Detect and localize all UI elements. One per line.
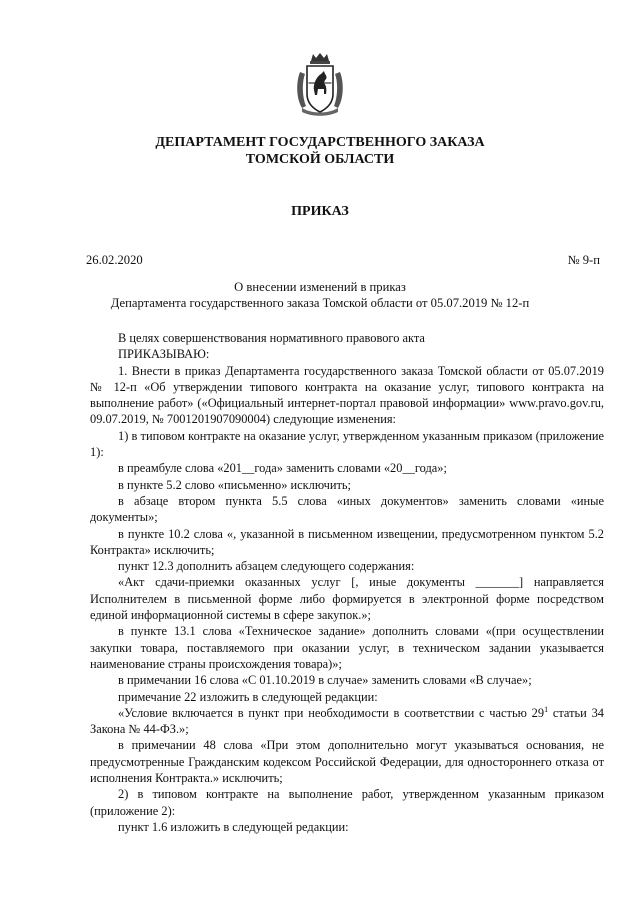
paragraph: в абзаце втором пункта 5.5 слова «иных документов» заменить словами «иные документы»;	[90, 493, 604, 525]
paragraph: в преамбуле слова «201__года» заменить словами «20__года»;	[118, 461, 447, 476]
quoted-note	[90, 705, 604, 738]
quote-superscript: 1	[544, 704, 549, 714]
coat-of-arms-icon	[294, 52, 346, 118]
document-date: 26.02.2020	[86, 253, 143, 267]
paragraph: в пункте 5.2 слово «письменно» исключить;	[118, 477, 351, 492]
subject-line-2: Департамента государственного заказа Томской области от 05.07.2019 № 12-п	[110, 296, 530, 310]
paragraph: 1) в типовом контракте на оказание услуг, утвержденном указанным приказом (приложение 1):	[90, 428, 604, 460]
paragraph: пункт 1.6 изложить в следующей редакции:	[118, 819, 349, 834]
department-line-1: ДЕПАРТАМЕНТ ГОСУДАРСТВЕННОГО ЗАКАЗА	[155, 135, 485, 150]
quote-part-1: «Условие включается в пункт при необходимости в соответствии с частью 29	[118, 705, 545, 720]
paragraph: в примечании 48 слова «При этом дополнительно могут указываться основания, не предусмотренные Гражданским кодексом Российской Федерации, для одностороннего отказа от исполнения Контракта.» исключить;	[90, 738, 604, 786]
paragraph: в пункте 13.1 слова «Техническое задание» дополнить словами «(при осуществлении закупки товара, поставляемого при оказании услуг, в техническом задании указывается наименование страны происхождения товара)»;	[90, 624, 604, 671]
document-subject	[60, 279, 580, 311]
paragraph: 2) в типовом контракте на выполнение работ, утвержденном указанным приказом (приложение 2):	[90, 787, 604, 818]
document-number: № 9-п	[567, 253, 600, 267]
paragraph: пункт 12.3 дополнить абзацем следующего содержания:	[118, 559, 415, 574]
paragraph: в примечании 16 слова «С 01.10.2019 в случае» заменить словами «В случае»;	[118, 673, 532, 688]
paragraph: 1. Внести в приказ Департамента государственного заказа Томской области от 05.07.2019 № 12-п «Об утверждении типового контракта на оказание услуг, типового контракта на выполнение работ» («Официальный интернет-портал правовой информации» www.pravo.gov.ru, 09.07.2019, № 7001201907090004) следующие изменения:	[90, 363, 604, 427]
department-line-2: ТОМСКОЙ ОБЛАСТИ	[245, 152, 395, 167]
document-body	[90, 330, 604, 835]
preamble: В целях совершенствования нормативного правового акта	[118, 331, 425, 345]
document-type: ПРИКАЗ	[291, 204, 349, 219]
paragraph: в пункте 10.2 слова «, указанной в письменном извещении, предусмотренном пунктом 5.2 Контракта» исключить;	[90, 526, 604, 557]
department-title	[60, 134, 580, 168]
subject-line-1: О внесении изменений в приказ	[234, 280, 406, 294]
paragraph: примечание 22 изложить в следующей редакции:	[118, 689, 378, 704]
order-word: ПРИКАЗЫВАЮ:	[118, 347, 210, 362]
quote-part-2: статьи 34 Закона № 44-ФЗ.»;	[90, 705, 604, 737]
paragraph: «Акт сдачи-приемки оказанных услуг [, иные документы _______] направляется Исполнителем в письменной форме либо формируется в электронной форме посредством единой информационной системы в сфере закупок.»;	[90, 575, 604, 623]
